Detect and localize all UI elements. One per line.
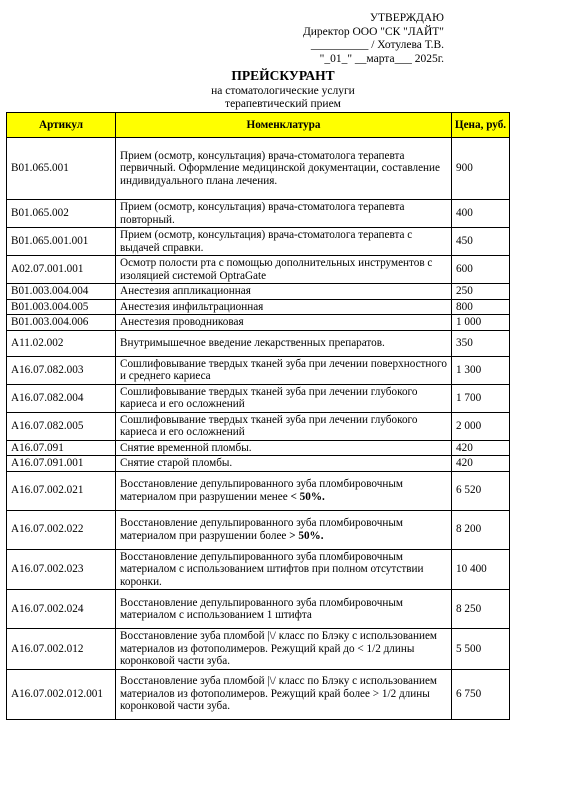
nomenclature-cell <box>116 138 452 200</box>
document-subtitle: на стоматологические услуги <box>211 85 355 97</box>
nomenclature-text: Снятие старой пломбы. <box>120 457 233 469</box>
nomenclature-cell <box>116 256 452 284</box>
nomenclature-cell <box>116 471 452 510</box>
article-cell: B01.003.004.004 <box>7 284 116 300</box>
nomenclature-text: Анестезия инфильтрационная <box>120 300 264 313</box>
article-cell: A16.07.002.012.001 <box>7 669 116 719</box>
price-cell: 6 750 <box>452 669 510 719</box>
price-cell: 6 520 <box>452 471 510 510</box>
nomenclature-text: Восстановление зуба пломбой |\/ класс по Блэку с использованием материалов из фотополимеров. Режущий край до < 1/2 длины коронковой части зуба. <box>120 630 438 667</box>
article-cell: A16.07.082.004 <box>7 384 116 412</box>
article-cell: A16.07.002.012 <box>7 629 116 670</box>
price-cell: 1 300 <box>452 356 510 384</box>
table-row <box>7 200 510 228</box>
nomenclature-text: Анестезия аппликационная <box>120 285 251 297</box>
table-row <box>7 590 510 629</box>
table-row <box>7 228 510 256</box>
price-cell: 600 <box>452 256 510 284</box>
nomenclature-text: Внутримышечное введение лекарственных препаратов. <box>120 336 385 349</box>
document-title: ПРЕЙСКУРАНТ <box>231 68 335 83</box>
nomenclature-text: Восстановление депульпированного зуба пломбировочным материалом при разрушении более <box>120 517 403 542</box>
price-cell: 400 <box>452 200 510 228</box>
article-cell: A16.07.002.022 <box>7 510 116 549</box>
nomenclature-cell <box>116 200 452 228</box>
table-row <box>7 315 510 331</box>
table-header-row <box>7 113 510 138</box>
nomenclature-text: Сошлифовывание твердых тканей зуба при лечении поверхностного и среднего кариеса <box>120 357 447 382</box>
table-row <box>7 471 510 510</box>
article-cell: A11.02.002 <box>7 330 116 356</box>
nomenclature-text: Сошлифовывание твердых тканей зуба при лечении глубокого кариеса и его осложнений <box>120 413 418 438</box>
document-section: терапевтический прием <box>225 98 341 110</box>
table-row <box>7 629 510 670</box>
article-cell: A16.07.091.001 <box>7 456 116 472</box>
article-cell: B01.003.004.005 <box>7 299 116 315</box>
nomenclature-cell <box>116 549 452 590</box>
nomenclature-cell <box>116 299 452 315</box>
table-row <box>7 284 510 300</box>
article-cell: A16.07.082.005 <box>7 412 116 440</box>
table-row <box>7 669 510 719</box>
approval-line-2: Директор ООО "СК "ЛАЙТ" <box>302 25 444 38</box>
price-cell: 10 400 <box>452 549 510 590</box>
price-table <box>6 112 510 720</box>
nomenclature-cell <box>116 456 452 472</box>
nomenclature-cell <box>116 284 452 300</box>
approval-signature-line: __________ / Хотулева Т.В. <box>310 39 444 51</box>
price-cell: 450 <box>452 228 510 256</box>
nomenclature-cell <box>116 356 452 384</box>
table-row <box>7 440 510 456</box>
nomenclature-cell <box>116 384 452 412</box>
nomenclature-text: Восстановление депульпированного зуба пломбировочным материалом при разрушении менее <box>120 478 403 503</box>
price-cell: 8 250 <box>452 590 510 629</box>
nomenclature-text: Осмотр полости рта с помощью дополнительных инструментов с изоляцией системой OptraGate <box>120 257 433 282</box>
article-cell: A16.07.002.023 <box>7 549 116 590</box>
nomenclature-threshold: > 50%. <box>289 529 324 542</box>
nomenclature-cell <box>116 315 452 331</box>
article-cell: B01.065.001.001 <box>7 228 116 256</box>
price-cell: 420 <box>452 440 510 456</box>
price-cell: 420 <box>452 456 510 472</box>
article-cell: B01.003.004.006 <box>7 315 116 331</box>
article-cell: B01.065.002 <box>7 200 116 228</box>
nomenclature-cell <box>116 629 452 670</box>
nomenclature-threshold: < 50%. <box>290 490 325 503</box>
article-cell: A16.07.002.024 <box>7 590 116 629</box>
article-cell: A16.07.002.021 <box>7 471 116 510</box>
article-cell: A02.07.001.001 <box>7 256 116 284</box>
nomenclature-text: Прием (осмотр, консультация) врача-стоматолога терапевта с выдачей справки. <box>120 229 413 254</box>
approval-date-line: "_01_" __марта___ 2025г. <box>319 52 444 65</box>
price-cell: 1 700 <box>452 384 510 412</box>
nomenclature-cell <box>116 412 452 440</box>
nomenclature-text: Восстановление депульпированного зуба пломбировочным материалом с использованием штифтов при полном отсутствии коронки. <box>120 550 424 588</box>
approval-line-1: УТВЕРЖДАЮ <box>369 12 444 24</box>
nomenclature-text: Сошлифовывание твердых тканей зуба при лечении глубокого кариеса и его осложнений <box>120 385 418 410</box>
article-cell: A16.07.082.003 <box>7 356 116 384</box>
table-row <box>7 138 510 200</box>
nomenclature-text: Восстановление депульпированного зуба пломбировочным материалом с использованием 1 штифта <box>120 596 403 621</box>
price-cell: 250 <box>452 284 510 300</box>
nomenclature-text: Анестезия проводниковая <box>120 316 244 328</box>
table-row <box>7 356 510 384</box>
nomenclature-cell <box>116 330 452 356</box>
table-row <box>7 299 510 315</box>
table-row <box>7 549 510 590</box>
table-row <box>7 412 510 440</box>
header-price: Цена, руб. <box>452 113 510 138</box>
nomenclature-cell <box>116 228 452 256</box>
price-cell: 1 000 <box>452 315 510 331</box>
table-row <box>7 456 510 472</box>
nomenclature-cell <box>116 669 452 719</box>
table-row <box>7 256 510 284</box>
price-cell: 900 <box>452 138 510 200</box>
article-cell: B01.065.001 <box>7 138 116 200</box>
nomenclature-text: Восстановление зуба пломбой |\/ класс по Блэку с использованием материалов из фотополимеров. Режущий край более > 1/2 длины коронковой части зуба. <box>120 675 438 713</box>
nomenclature-cell <box>116 510 452 549</box>
price-cell: 8 200 <box>452 510 510 549</box>
table-row <box>7 510 510 549</box>
article-cell: A16.07.091 <box>7 440 116 456</box>
header-article: Артикул <box>7 113 116 138</box>
nomenclature-text: Прием (осмотр, консультация) врача-стоматолога терапевта первичный. Оформление медицинской документации, составление индивидуального плана лечения. <box>120 149 440 187</box>
table-row <box>7 330 510 356</box>
table-row <box>7 384 510 412</box>
header-nomenclature: Номенклатура <box>116 113 452 138</box>
price-cell: 350 <box>452 330 510 356</box>
nomenclature-cell <box>116 590 452 629</box>
price-cell: 800 <box>452 299 510 315</box>
price-cell: 2 000 <box>452 412 510 440</box>
nomenclature-text: Прием (осмотр, консультация) врача-стоматолога терапевта повторный. <box>120 201 405 226</box>
price-cell: 5 500 <box>452 629 510 670</box>
approval-block <box>204 12 444 66</box>
nomenclature-text: Снятие временной пломбы. <box>120 441 252 454</box>
nomenclature-cell <box>116 440 452 456</box>
